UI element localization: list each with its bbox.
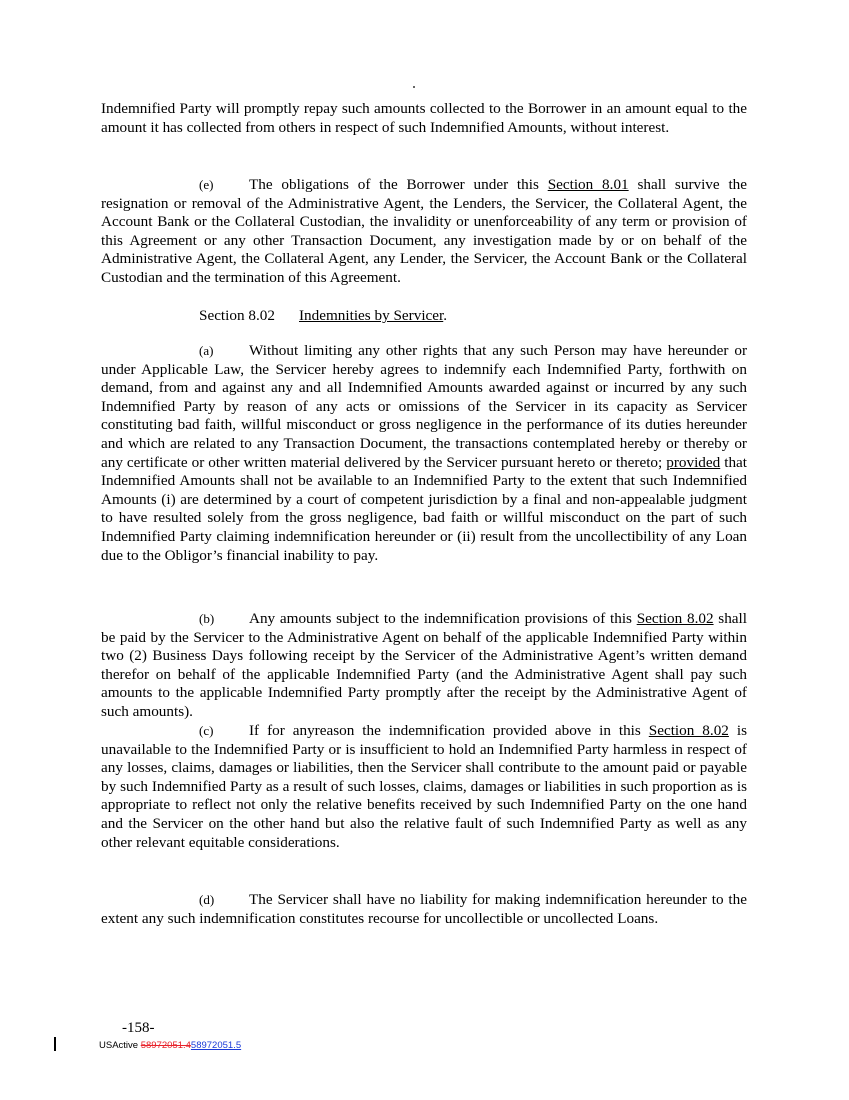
- paragraph-b: [101, 610, 747, 722]
- paragraph-c-text-pre: If for anyreason the indemnification provided above in this: [249, 722, 649, 739]
- stray-mark: [413, 86, 415, 88]
- section-heading: [101, 307, 747, 326]
- paragraph-c-text-post: is unavailable to the Indemnified Party or is insufficient to hold an Indemnified Party harmless in respect of any losses, claims, damages or liabilities, then the Servicer shall contribute to the amount paid or payable by such Indemnified Party as a result of such losses, claims, damages or liabilities in such proportion as is appropriate to reflect not only the relative benefits received by such Indemnified Party on the one hand and the Servicer on the other hand but also the relative fault of such Indemnified Party as well as any other relevant equitable considerations.: [101, 722, 747, 851]
- footer-prefix: USActive: [99, 1040, 141, 1051]
- section-title: Indemnities by Servicer: [299, 307, 444, 324]
- footer-inserted-id: 58972051.5: [190, 1040, 242, 1051]
- section-title-period: .: [443, 307, 448, 324]
- section-8-02-reference: Section 8.02: [636, 610, 714, 627]
- provided-term: provided: [666, 453, 721, 471]
- section-8-01-reference: Section 8.01: [547, 176, 629, 193]
- paragraph-e: [101, 176, 747, 288]
- paragraph-e-label: (e): [199, 177, 214, 192]
- page-number: -158-: [122, 1020, 155, 1036]
- paragraph-a-text-pre: Without limiting any other rights that any such Person may have hereunder or under Applicable Law, the Servicer hereby agrees to indemnify each Indemnified Party, forthwith on demand, from and against any and all Indemnified Amounts awarded against or incurred by any such Indemnified Party by reason of any acts or omissions of the Servicer in its capacity as Servicer constituting bad faith, willful misconduct or gross negligence in the performance of its duties hereunder and which are related to any Transaction Document, the transactions contemplated hereby or thereby or any certificate or other written material delivered by the Servicer pursuant hereto or thereto;: [101, 342, 747, 471]
- footer-deleted-id: 58972051.4: [140, 1040, 191, 1051]
- paragraph-d-text: The Servicer shall have no liability for making indemnification hereunder to the extent any such indemnification constitutes recourse for uncollectible or uncollected Loans.: [101, 891, 747, 927]
- change-bar: [54, 1037, 56, 1051]
- continuation-text: Indemnified Party will promptly repay such amounts collected to the Borrower in an amount equal to the amount it has collected from others in respect of such Indemnified Amounts, without interest.: [101, 100, 747, 136]
- continuation-paragraph: [101, 100, 747, 137]
- document-footer: [99, 1040, 241, 1051]
- paragraph-c: [101, 722, 747, 852]
- paragraph-a: [101, 342, 747, 565]
- paragraph-d: [101, 891, 747, 928]
- paragraph-a-text-post: that Indemnified Amounts shall not be available to an Indemnified Party to the extent that such Indemnified Amounts (i) are determined by a court of competent jurisdiction by a final and non-appealable judgment to have resulted solely from the gross negligence, bad faith or willful misconduct on the part of such Indemnified Party claiming indemnification hereunder or (ii) result from the uncollectibility of any Loan due to the Obligor’s financial inability to pay.: [101, 453, 747, 564]
- paragraph-b-label: (b): [199, 611, 215, 626]
- section-number: Section 8.02: [199, 307, 275, 324]
- paragraph-a-label: (a): [199, 343, 214, 358]
- paragraph-d-label: (d): [199, 892, 215, 907]
- paragraph-c-label: (c): [199, 723, 214, 738]
- paragraph-e-text-pre: The obligations of the Borrower under this: [249, 176, 548, 193]
- paragraph-b-text-post: shall be paid by the Servicer to the Administrative Agent on behalf of the applicable Indemnified Party within two (2) Business Days following receipt by the Servicer of the Administrative Agent’s written demand therefor on behalf of the applicable Indemnified Party (and the Administrative Agent shall pay such amounts to the applicable Indemnified Party promptly after the receipt by the Administrative Agent of such amounts).: [101, 610, 747, 720]
- paragraph-b-text-pre: Any amounts subject to the indemnification provisions of this: [249, 610, 637, 627]
- section-8-02-reference: Section 8.02: [648, 722, 729, 739]
- paragraph-e-text-post: shall survive the resignation or removal of the Administrative Agent, the Lenders, the Servicer, the Collateral Agent, the Account Bank or the Collateral Custodian, the invalidity or unenforceability of any term or provision of this Agreement or any other Transaction Document, any investigation made by or on behalf of the Administrative Agent, the Collateral Agent, any Lender, the Servicer, the Account Bank or the Collateral Custodian and the termination of this Agreement.: [101, 176, 748, 286]
